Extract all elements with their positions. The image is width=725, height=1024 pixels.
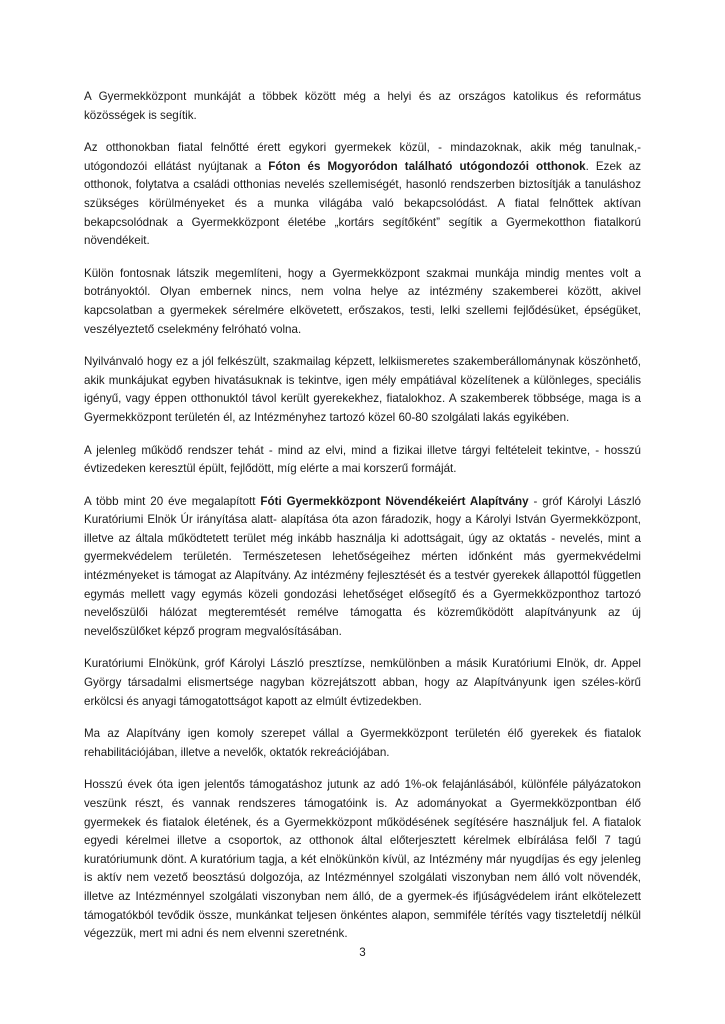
bold-text: Fóton és Mogyoródon található utógondozói otthonok <box>268 159 586 173</box>
paragraph <box>84 265 641 339</box>
text-segment: A Gyermekközpont munkáját a többek között még a helyi és az országos katolikus és református közösségek is segítik. <box>84 90 641 122</box>
text-segment: - gróf Károlyi László Kuratóriumi Elnök Úr irányítása alatt- alapítása óta azon fáradozik, hogy a Károlyi István Gyermekközpont, illetve az általa működtetett terület még inkább használja ki adottságait, úgy az oktatás - nevelés, mint a gyermekvédelem területén. Természetesen lehetőségeihez mérten időnként más gyermekvédelmi intézményeket is támogat az Alapítvány. Az intézmény fejlesztését és a testvér gyerekek állapottól független egymás mellett vagy egymás közeli gondozási lehetőséget elősegítő és a Gyermekközponthoz tartozó nevelőszülői hálózat megteremtését remélve támogatta és közreműködött alapítványunk az új nevelőszülőket képző program megvalósításában. <box>84 494 641 638</box>
paragraph <box>84 725 641 762</box>
paragraph <box>84 655 641 711</box>
text-segment: Az otthonokban fiatal felnőtté érett egykori gyermekek közül, - mindazoknak, akik még tanulnak,- utógondozói ellátást nyújtanak a <box>84 141 641 173</box>
text-segment: A több mint 20 éve megalapított <box>84 494 261 508</box>
text-segment: Nyilvánvaló hogy ez a jól felkészült, szakmailag képzett, lelkiismeretes szakemberállománynak köszönhető, akik munkájukat egyben hivatásuknak is tekintve, igen mély empátiával közelítenek a különleges, speciális igényű, vagy éppen otthonuktól távol került gyerekekhez, fiatalokhoz. A szakemberek többsége, maga is a Gyermekközpont területén él, az Intézményhez tartozó közel 60-80 szolgálati lakás egyikében. <box>84 355 641 424</box>
text-segment: . Ezek az otthonok, folytatva a családi otthonias nevelés szellemiségét, hasonló rendszerben biztosítják a tanuláshoz szükséges körülményeket és a munka világába való bekapcsolódást. A fiatal felnőttek aktívan bekapcsolódnak a Gyermekközpont életébe „kortárs segítőként” segítik a Gyermekotthon fiatalkorú növendékeit. <box>84 159 642 248</box>
text-segment: Külön fontosnak látszik megemlíteni, hogy a Gyermekközpont szakmai munkája mindig mentes volt a botrányoktól. Olyan embernek nincs, nem volna helye az intézmény szakemberei között, akivel kapcsolatban a gyermekek sérelmére elkövetett, erőszakos, testi, lelki szellemi fejlődésüket, épségüket, veszélyeztető cselekmény felróható volna. <box>84 266 641 336</box>
bold-text: Fóti Gyermekközpont Növendékeiért Alapítvány <box>260 494 529 508</box>
paragraph <box>84 88 641 125</box>
paragraph <box>84 442 641 479</box>
text-segment: Ma az Alapítvány igen komoly szerepet vállal a Gyermekközpont területén élő gyerekek és fiatalok rehabilitációjában, illetve a nevelők, oktatók rekreációjában. <box>84 727 641 759</box>
document-body <box>84 88 641 944</box>
paragraph <box>84 139 641 251</box>
page-number: 3 <box>359 946 366 959</box>
paragraph <box>84 776 641 943</box>
text-segment: Hosszú évek óta igen jelentős támogatáshoz jutunk az adó 1%-ok felajánlásából, különféle pályázatokon veszünk részt, és vannak rendszeres támogatóink is. Az adományokat a Gyermekközpontban élő gyermekek és fiatalok életének, és a Gyermekközpont működésének segítésére használjuk fel. A fiatalok egyedi kérelmei illetve a csoportok, az otthonok által előterjesztett kérelmek elbírálása felől 7 tagú kuratóriumunk dönt. A kuratórium tagja, a két elnökünkön kívül, az Intézmény már nyugdíjas és egy jelenleg is aktív nem vezető beosztású dolgozója, az Intézménnyel szolgálati viszonyban nem álló volt növendék, illetve az Intézménnyel szolgálati viszonyban nem álló, de a gyermek-és ifjúságvédelem iránt elkötelezett támogatókból tevődik össze, munkánkat teljesen önkéntes alapon, semmiféle térítés vagy tiszteletdíj nélkül végezzük, mert mi adni és nem elvenni szeretnénk. <box>84 778 641 941</box>
text-segment: A jelenleg működő rendszer tehát - mind az elvi, mind a fizikai illetve tárgyi feltételeit tekintve, - hosszú évtizedeken keresztül épült, fejlődött, míg elérte a mai korszerű formáját. <box>84 443 641 476</box>
text-segment: Kuratóriumi Elnökünk, gróf Károlyi László presztízse, nemkülönben a másik Kuratóriumi Elnök, dr. Appel György társadalmi elismertsége nagyban közrejátszott abban, hogy az Alapítványunk igen széles-körű erkölcsi és anyagi támogatottságot kapott az elmúlt évtizedekben. <box>84 657 641 708</box>
paragraph <box>84 353 641 427</box>
paragraph <box>84 493 641 642</box>
